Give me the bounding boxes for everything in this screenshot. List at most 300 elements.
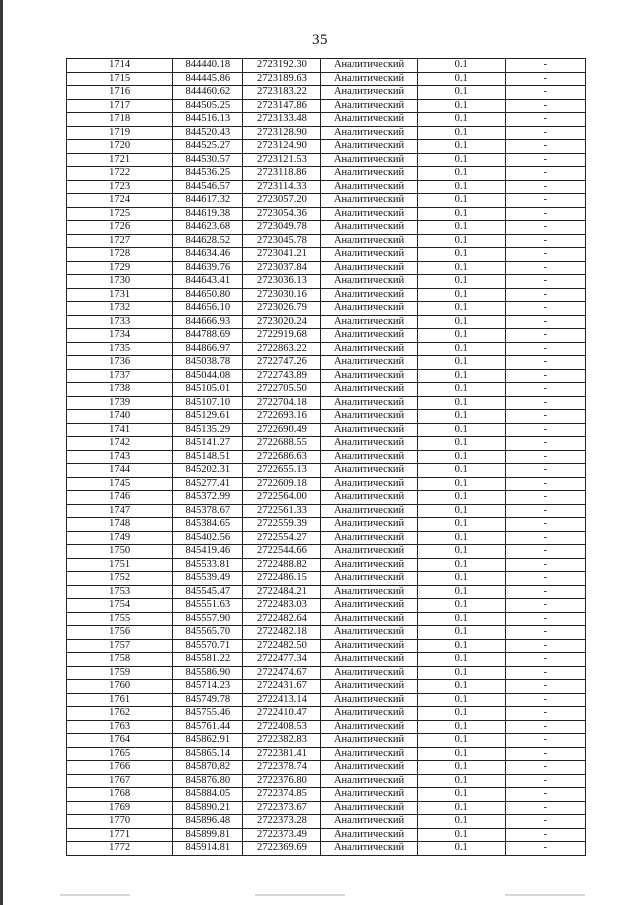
method-cell: Аналитический <box>321 356 417 370</box>
table-row <box>67 491 586 505</box>
point-number-cell: 1763 <box>67 720 173 734</box>
x-coordinate-cell: 844460.62 <box>173 86 243 100</box>
note-cell: - <box>505 356 585 370</box>
accuracy-cell: 0.1 <box>417 261 505 275</box>
point-number-cell: 1730 <box>67 275 173 289</box>
y-coordinate-cell: 2722413.14 <box>243 693 321 707</box>
point-number-cell: 1750 <box>67 545 173 559</box>
accuracy-cell: 0.1 <box>417 221 505 235</box>
x-coordinate-cell: 845914.81 <box>173 842 243 856</box>
accuracy-cell: 0.1 <box>417 828 505 842</box>
method-cell: Аналитический <box>321 531 417 545</box>
method-cell: Аналитический <box>321 842 417 856</box>
y-coordinate-cell: 2722381.41 <box>243 747 321 761</box>
page-number: 35 <box>312 32 328 48</box>
table-row <box>67 369 586 383</box>
point-number-cell: 1720 <box>67 140 173 154</box>
table-row <box>67 167 586 181</box>
x-coordinate-cell: 845714.23 <box>173 680 243 694</box>
y-coordinate-cell: 2722408.53 <box>243 720 321 734</box>
method-cell: Аналитический <box>321 261 417 275</box>
point-number-cell: 1732 <box>67 302 173 316</box>
method-cell: Аналитический <box>321 707 417 721</box>
table-row <box>67 626 586 640</box>
y-coordinate-cell: 2722704.18 <box>243 396 321 410</box>
method-cell: Аналитический <box>321 369 417 383</box>
x-coordinate-cell: 844516.13 <box>173 113 243 127</box>
x-coordinate-cell: 844634.46 <box>173 248 243 262</box>
point-number-cell: 1760 <box>67 680 173 694</box>
x-coordinate-cell: 845570.71 <box>173 639 243 653</box>
point-number-cell: 1739 <box>67 396 173 410</box>
y-coordinate-cell: 2722484.21 <box>243 585 321 599</box>
x-coordinate-cell: 845107.10 <box>173 396 243 410</box>
x-coordinate-cell: 844628.52 <box>173 234 243 248</box>
note-cell: - <box>505 653 585 667</box>
note-cell: - <box>505 396 585 410</box>
x-coordinate-cell: 845378.67 <box>173 504 243 518</box>
note-cell: - <box>505 369 585 383</box>
y-coordinate-cell: 2722482.18 <box>243 626 321 640</box>
accuracy-cell: 0.1 <box>417 302 505 316</box>
point-number-cell: 1771 <box>67 828 173 842</box>
accuracy-cell: 0.1 <box>417 99 505 113</box>
page-edge-bar <box>0 0 3 905</box>
table-row <box>67 140 586 154</box>
method-cell: Аналитический <box>321 558 417 572</box>
table-row <box>67 288 586 302</box>
method-cell: Аналитический <box>321 693 417 707</box>
x-coordinate-cell: 845402.56 <box>173 531 243 545</box>
table-row <box>67 234 586 248</box>
method-cell: Аналитический <box>321 437 417 451</box>
table-row <box>67 518 586 532</box>
point-number-cell: 1767 <box>67 774 173 788</box>
y-coordinate-cell: 2723147.86 <box>243 99 321 113</box>
x-coordinate-cell: 844666.93 <box>173 315 243 329</box>
accuracy-cell: 0.1 <box>417 248 505 262</box>
method-cell: Аналитический <box>321 545 417 559</box>
x-coordinate-cell: 844619.38 <box>173 207 243 221</box>
point-number-cell: 1716 <box>67 86 173 100</box>
accuracy-cell: 0.1 <box>417 383 505 397</box>
x-coordinate-cell: 845105.01 <box>173 383 243 397</box>
point-number-cell: 1764 <box>67 734 173 748</box>
note-cell: - <box>505 261 585 275</box>
y-coordinate-cell: 2722373.67 <box>243 801 321 815</box>
y-coordinate-cell: 2722655.13 <box>243 464 321 478</box>
table-row <box>67 248 586 262</box>
accuracy-cell: 0.1 <box>417 153 505 167</box>
note-cell: - <box>505 248 585 262</box>
point-number-cell: 1721 <box>67 153 173 167</box>
point-number-cell: 1755 <box>67 612 173 626</box>
point-number-cell: 1761 <box>67 693 173 707</box>
y-coordinate-cell: 2723037.84 <box>243 261 321 275</box>
point-number-cell: 1736 <box>67 356 173 370</box>
x-coordinate-cell: 845384.65 <box>173 518 243 532</box>
accuracy-cell: 0.1 <box>417 558 505 572</box>
method-cell: Аналитический <box>321 599 417 613</box>
table-row <box>67 86 586 100</box>
method-cell: Аналитический <box>321 450 417 464</box>
accuracy-cell: 0.1 <box>417 464 505 478</box>
point-number-cell: 1733 <box>67 315 173 329</box>
method-cell: Аналитический <box>321 626 417 640</box>
table-row <box>67 572 586 586</box>
table-row <box>67 396 586 410</box>
x-coordinate-cell: 844546.57 <box>173 180 243 194</box>
accuracy-cell: 0.1 <box>417 72 505 86</box>
x-coordinate-cell: 845749.78 <box>173 693 243 707</box>
point-number-cell: 1731 <box>67 288 173 302</box>
table-row <box>67 423 586 437</box>
x-coordinate-cell: 845533.81 <box>173 558 243 572</box>
table-row <box>67 59 586 73</box>
scan-smudge <box>60 894 130 896</box>
method-cell: Аналитический <box>321 464 417 478</box>
y-coordinate-cell: 2722686.63 <box>243 450 321 464</box>
x-coordinate-cell: 845586.90 <box>173 666 243 680</box>
accuracy-cell: 0.1 <box>417 491 505 505</box>
x-coordinate-cell: 845884.05 <box>173 788 243 802</box>
note-cell: - <box>505 639 585 653</box>
note-cell: - <box>505 612 585 626</box>
x-coordinate-cell: 844866.97 <box>173 342 243 356</box>
x-coordinate-cell: 845862.91 <box>173 734 243 748</box>
x-coordinate-cell: 845044.08 <box>173 369 243 383</box>
accuracy-cell: 0.1 <box>417 815 505 829</box>
x-coordinate-cell: 845135.29 <box>173 423 243 437</box>
x-coordinate-cell: 845890.21 <box>173 801 243 815</box>
point-number-cell: 1770 <box>67 815 173 829</box>
point-number-cell: 1740 <box>67 410 173 424</box>
y-coordinate-cell: 2723189.63 <box>243 72 321 86</box>
y-coordinate-cell: 2722483.03 <box>243 599 321 613</box>
table-row <box>67 221 586 235</box>
note-cell: - <box>505 828 585 842</box>
coordinates-table <box>66 58 586 856</box>
x-coordinate-cell: 845372.99 <box>173 491 243 505</box>
table-row <box>67 153 586 167</box>
y-coordinate-cell: 2722559.39 <box>243 518 321 532</box>
note-cell: - <box>505 572 585 586</box>
method-cell: Аналитический <box>321 99 417 113</box>
method-cell: Аналитический <box>321 221 417 235</box>
method-cell: Аналитический <box>321 140 417 154</box>
accuracy-cell: 0.1 <box>417 801 505 815</box>
point-number-cell: 1718 <box>67 113 173 127</box>
point-number-cell: 1758 <box>67 653 173 667</box>
accuracy-cell: 0.1 <box>417 734 505 748</box>
note-cell: - <box>505 504 585 518</box>
x-coordinate-cell: 845551.63 <box>173 599 243 613</box>
method-cell: Аналитический <box>321 572 417 586</box>
note-cell: - <box>505 329 585 343</box>
table-row <box>67 612 586 626</box>
note-cell: - <box>505 531 585 545</box>
table-row <box>67 599 586 613</box>
y-coordinate-cell: 2722743.89 <box>243 369 321 383</box>
note-cell: - <box>505 275 585 289</box>
table-row <box>67 558 586 572</box>
note-cell: - <box>505 410 585 424</box>
x-coordinate-cell: 845419.46 <box>173 545 243 559</box>
note-cell: - <box>505 734 585 748</box>
point-number-cell: 1723 <box>67 180 173 194</box>
point-number-cell: 1756 <box>67 626 173 640</box>
note-cell: - <box>505 126 585 140</box>
accuracy-cell: 0.1 <box>417 342 505 356</box>
accuracy-cell: 0.1 <box>417 842 505 856</box>
table-row <box>67 720 586 734</box>
point-number-cell: 1714 <box>67 59 173 73</box>
method-cell: Аналитический <box>321 585 417 599</box>
note-cell: - <box>505 302 585 316</box>
method-cell: Аналитический <box>321 491 417 505</box>
y-coordinate-cell: 2722863.22 <box>243 342 321 356</box>
method-cell: Аналитический <box>321 477 417 491</box>
method-cell: Аналитический <box>321 653 417 667</box>
accuracy-cell: 0.1 <box>417 369 505 383</box>
y-coordinate-cell: 2722431.67 <box>243 680 321 694</box>
table-row <box>67 828 586 842</box>
method-cell: Аналитический <box>321 288 417 302</box>
accuracy-cell: 0.1 <box>417 450 505 464</box>
point-number-cell: 1737 <box>67 369 173 383</box>
x-coordinate-cell: 845876.80 <box>173 774 243 788</box>
note-cell: - <box>505 761 585 775</box>
method-cell: Аналитический <box>321 423 417 437</box>
method-cell: Аналитический <box>321 126 417 140</box>
note-cell: - <box>505 437 585 451</box>
accuracy-cell: 0.1 <box>417 356 505 370</box>
point-number-cell: 1741 <box>67 423 173 437</box>
method-cell: Аналитический <box>321 275 417 289</box>
method-cell: Аналитический <box>321 342 417 356</box>
x-coordinate-cell: 845141.27 <box>173 437 243 451</box>
method-cell: Аналитический <box>321 504 417 518</box>
accuracy-cell: 0.1 <box>417 531 505 545</box>
point-number-cell: 1766 <box>67 761 173 775</box>
note-cell: - <box>505 153 585 167</box>
note-cell: - <box>505 423 585 437</box>
scan-smudge <box>255 894 345 896</box>
method-cell: Аналитический <box>321 666 417 680</box>
x-coordinate-cell: 845557.90 <box>173 612 243 626</box>
note-cell: - <box>505 342 585 356</box>
table-row <box>67 747 586 761</box>
accuracy-cell: 0.1 <box>417 626 505 640</box>
point-number-cell: 1772 <box>67 842 173 856</box>
x-coordinate-cell: 844639.76 <box>173 261 243 275</box>
note-cell: - <box>505 180 585 194</box>
accuracy-cell: 0.1 <box>417 113 505 127</box>
y-coordinate-cell: 2722374.85 <box>243 788 321 802</box>
point-number-cell: 1762 <box>67 707 173 721</box>
method-cell: Аналитический <box>321 72 417 86</box>
method-cell: Аналитический <box>321 410 417 424</box>
method-cell: Аналитический <box>321 113 417 127</box>
table-row <box>67 464 586 478</box>
y-coordinate-cell: 2722373.49 <box>243 828 321 842</box>
table-row <box>67 275 586 289</box>
table-row <box>67 815 586 829</box>
point-number-cell: 1724 <box>67 194 173 208</box>
note-cell: - <box>505 72 585 86</box>
y-coordinate-cell: 2722373.28 <box>243 815 321 829</box>
method-cell: Аналитический <box>321 59 417 73</box>
y-coordinate-cell: 2723114.33 <box>243 180 321 194</box>
x-coordinate-cell: 845148.51 <box>173 450 243 464</box>
table-row <box>67 666 586 680</box>
accuracy-cell: 0.1 <box>417 140 505 154</box>
note-cell: - <box>505 59 585 73</box>
point-number-cell: 1759 <box>67 666 173 680</box>
y-coordinate-cell: 2723118.86 <box>243 167 321 181</box>
y-coordinate-cell: 2722564.00 <box>243 491 321 505</box>
table-row <box>67 113 586 127</box>
x-coordinate-cell: 844650.80 <box>173 288 243 302</box>
y-coordinate-cell: 2722919.68 <box>243 329 321 343</box>
table-row <box>67 410 586 424</box>
table-row <box>67 194 586 208</box>
point-number-cell: 1749 <box>67 531 173 545</box>
note-cell: - <box>505 815 585 829</box>
accuracy-cell: 0.1 <box>417 288 505 302</box>
accuracy-cell: 0.1 <box>417 234 505 248</box>
note-cell: - <box>505 626 585 640</box>
y-coordinate-cell: 2723036.13 <box>243 275 321 289</box>
accuracy-cell: 0.1 <box>417 396 505 410</box>
note-cell: - <box>505 140 585 154</box>
note-cell: - <box>505 518 585 532</box>
table-row <box>67 801 586 815</box>
point-number-cell: 1726 <box>67 221 173 235</box>
x-coordinate-cell: 844525.27 <box>173 140 243 154</box>
y-coordinate-cell: 2722688.55 <box>243 437 321 451</box>
method-cell: Аналитический <box>321 639 417 653</box>
table-row <box>67 342 586 356</box>
accuracy-cell: 0.1 <box>417 572 505 586</box>
y-coordinate-cell: 2723133.48 <box>243 113 321 127</box>
table-row <box>67 180 586 194</box>
table-row <box>67 315 586 329</box>
method-cell: Аналитический <box>321 383 417 397</box>
note-cell: - <box>505 545 585 559</box>
table-row <box>67 653 586 667</box>
y-coordinate-cell: 2723183.22 <box>243 86 321 100</box>
table-row <box>67 99 586 113</box>
table-row <box>67 72 586 86</box>
table-row <box>67 437 586 451</box>
accuracy-cell: 0.1 <box>417 167 505 181</box>
accuracy-cell: 0.1 <box>417 315 505 329</box>
accuracy-cell: 0.1 <box>417 788 505 802</box>
table-row <box>67 639 586 653</box>
accuracy-cell: 0.1 <box>417 207 505 221</box>
accuracy-cell: 0.1 <box>417 680 505 694</box>
table-row <box>67 356 586 370</box>
point-number-cell: 1768 <box>67 788 173 802</box>
note-cell: - <box>505 221 585 235</box>
method-cell: Аналитический <box>321 234 417 248</box>
y-coordinate-cell: 2722554.27 <box>243 531 321 545</box>
y-coordinate-cell: 2722690.49 <box>243 423 321 437</box>
table-row <box>67 531 586 545</box>
point-number-cell: 1751 <box>67 558 173 572</box>
x-coordinate-cell: 844643.41 <box>173 275 243 289</box>
x-coordinate-cell: 845755.46 <box>173 707 243 721</box>
note-cell: - <box>505 680 585 694</box>
point-number-cell: 1725 <box>67 207 173 221</box>
note-cell: - <box>505 774 585 788</box>
method-cell: Аналитический <box>321 207 417 221</box>
note-cell: - <box>505 585 585 599</box>
method-cell: Аналитический <box>321 153 417 167</box>
accuracy-cell: 0.1 <box>417 504 505 518</box>
y-coordinate-cell: 2723121.53 <box>243 153 321 167</box>
accuracy-cell: 0.1 <box>417 774 505 788</box>
accuracy-cell: 0.1 <box>417 180 505 194</box>
accuracy-cell: 0.1 <box>417 693 505 707</box>
note-cell: - <box>505 599 585 613</box>
y-coordinate-cell: 2722410.47 <box>243 707 321 721</box>
table-row <box>67 707 586 721</box>
accuracy-cell: 0.1 <box>417 86 505 100</box>
x-coordinate-cell: 845129.61 <box>173 410 243 424</box>
point-number-cell: 1746 <box>67 491 173 505</box>
note-cell: - <box>505 491 585 505</box>
method-cell: Аналитический <box>321 774 417 788</box>
method-cell: Аналитический <box>321 680 417 694</box>
point-number-cell: 1738 <box>67 383 173 397</box>
y-coordinate-cell: 2723128.90 <box>243 126 321 140</box>
x-coordinate-cell: 845202.31 <box>173 464 243 478</box>
y-coordinate-cell: 2722486.15 <box>243 572 321 586</box>
table-row <box>67 680 586 694</box>
accuracy-cell: 0.1 <box>417 612 505 626</box>
note-cell: - <box>505 207 585 221</box>
point-number-cell: 1744 <box>67 464 173 478</box>
method-cell: Аналитический <box>321 734 417 748</box>
x-coordinate-cell: 844440.18 <box>173 59 243 73</box>
point-number-cell: 1729 <box>67 261 173 275</box>
note-cell: - <box>505 666 585 680</box>
x-coordinate-cell: 845761.44 <box>173 720 243 734</box>
point-number-cell: 1722 <box>67 167 173 181</box>
x-coordinate-cell: 845865.14 <box>173 747 243 761</box>
accuracy-cell: 0.1 <box>417 761 505 775</box>
x-coordinate-cell: 844530.57 <box>173 153 243 167</box>
note-cell: - <box>505 288 585 302</box>
x-coordinate-cell: 845870.82 <box>173 761 243 775</box>
table-row <box>67 774 586 788</box>
note-cell: - <box>505 693 585 707</box>
note-cell: - <box>505 383 585 397</box>
point-number-cell: 1754 <box>67 599 173 613</box>
accuracy-cell: 0.1 <box>417 437 505 451</box>
point-number-cell: 1753 <box>67 585 173 599</box>
y-coordinate-cell: 2723020.24 <box>243 315 321 329</box>
point-number-cell: 1769 <box>67 801 173 815</box>
y-coordinate-cell: 2722705.50 <box>243 383 321 397</box>
point-number-cell: 1752 <box>67 572 173 586</box>
point-number-cell: 1742 <box>67 437 173 451</box>
method-cell: Аналитический <box>321 720 417 734</box>
point-number-cell: 1727 <box>67 234 173 248</box>
note-cell: - <box>505 234 585 248</box>
